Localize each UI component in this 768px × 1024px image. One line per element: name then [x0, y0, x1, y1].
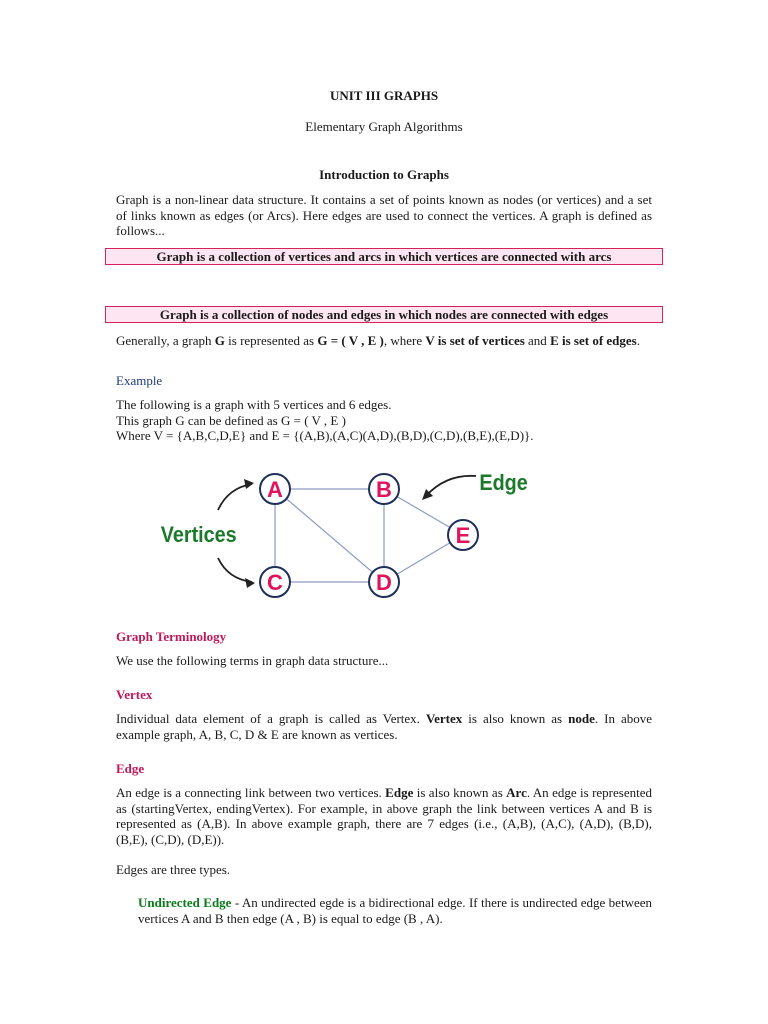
- node-a-label: A: [267, 477, 283, 502]
- rep-text-1: Generally, a graph: [116, 333, 215, 348]
- undirected-edge-paragraph: [138, 895, 652, 926]
- edge-text-b: Edge: [385, 785, 414, 800]
- example-label: Example: [116, 373, 163, 388]
- graph-figure: [150, 462, 540, 612]
- edge-text-c: is also known as: [413, 785, 507, 800]
- node-e-label: E: [455, 523, 471, 548]
- edge-paragraph: [116, 785, 652, 847]
- vertices-label: Vertices: [160, 523, 237, 548]
- example-line-1: The following is a graph with 5 vertices and 6 edges.: [116, 397, 392, 412]
- rep-text-3: , where: [383, 333, 426, 348]
- edge-heading: Edge: [116, 761, 145, 776]
- vertex-text-d: node: [568, 711, 595, 726]
- vertex-text-e: . In above example graph, A, B, C, D & E are known as vertices.: [116, 711, 652, 742]
- example-line-3: Where V = {A,B,C,D,E} and E = {(A,B),(A,C)(A,D),(B,D),(C,D),(B,E),(E,D)}.: [116, 428, 534, 443]
- rep-text-5: .: [636, 333, 640, 348]
- vertex-heading: Vertex: [116, 687, 153, 702]
- terminology-heading: Graph Terminology: [116, 629, 227, 644]
- document-title: UNIT III GRAPHS: [329, 88, 439, 103]
- node-b-label: B: [376, 477, 392, 502]
- node-a: [260, 474, 290, 504]
- rep-e-def: E is set of edges: [550, 333, 637, 348]
- document-subtitle: Elementary Graph Algorithms: [305, 119, 463, 134]
- definition-box-1: Graph is a collection of vertices and arcs in which vertices are connected with arcs: [105, 248, 663, 265]
- representation-paragraph: [116, 333, 652, 349]
- edge-label: Edge: [479, 471, 528, 496]
- edge-ad: [275, 489, 384, 582]
- node-b: [369, 474, 399, 504]
- vertex-text-b: Vertex: [425, 711, 463, 726]
- vertex-paragraph: [116, 711, 652, 742]
- arrow-to-c-head: [245, 578, 255, 588]
- arrow-to-edge: [426, 476, 476, 496]
- edge-types-text: Edges are three types.: [116, 862, 231, 877]
- node-e: [448, 520, 478, 550]
- example-text: [116, 397, 652, 444]
- vertex-text-c: is also known as: [462, 711, 569, 726]
- node-c-label: C: [267, 570, 283, 595]
- edge-text-e: . An edge is represented as (startingVertex, endingVertex). For example, in above graph the link between vertices A and B is represented as (A,B). In above example graph, there are 7 edges (i.e., (A,B), (A,C), (A,D), (B,D), (B,E), (C,D), (D,E)).: [116, 785, 652, 847]
- undirected-edge-label: Undirected Edge: [138, 895, 232, 910]
- graph-nodes: [260, 474, 478, 597]
- node-d: [369, 567, 399, 597]
- example-line-2: This graph G can be defined as G = ( V , E ): [116, 412, 346, 428]
- rep-formula: G = ( V , E ): [317, 333, 384, 348]
- section-heading: Introduction to Graphs: [319, 167, 449, 182]
- undirected-edge-text: - An undirected egde is a bidirectional edge. If there is undirected edge between vertices A and B then edge (A , B) is equal to edge (B , A).: [138, 895, 652, 926]
- graph-edges: [275, 489, 463, 582]
- edge-text-d: Arc: [506, 785, 527, 800]
- rep-text-2: is represented as: [224, 333, 318, 348]
- rep-g: G: [214, 333, 225, 348]
- definition-box-2: Graph is a collection of nodes and edges in which nodes are connected with edges: [105, 306, 663, 323]
- intro-paragraph: Graph is a non-linear data structure. It contains a set of points known as nodes (or vertices) and a set of links known as edges (or Arcs). Here edges are used to connect the vertices. A graph is defined as follows...: [116, 192, 652, 238]
- arrow-to-a-head: [244, 479, 254, 489]
- rep-text-4: and: [524, 333, 551, 348]
- node-c: [260, 567, 290, 597]
- node-d-label: D: [376, 570, 392, 595]
- arrow-to-c: [218, 558, 252, 582]
- edge-text-a: An edge is a connecting link between two vertices.: [116, 785, 386, 800]
- rep-v-def: V is set of vertices: [425, 333, 525, 348]
- terminology-intro: We use the following terms in graph data structure...: [116, 653, 389, 668]
- vertex-text-a: Individual data element of a graph is called as Vertex.: [116, 711, 426, 726]
